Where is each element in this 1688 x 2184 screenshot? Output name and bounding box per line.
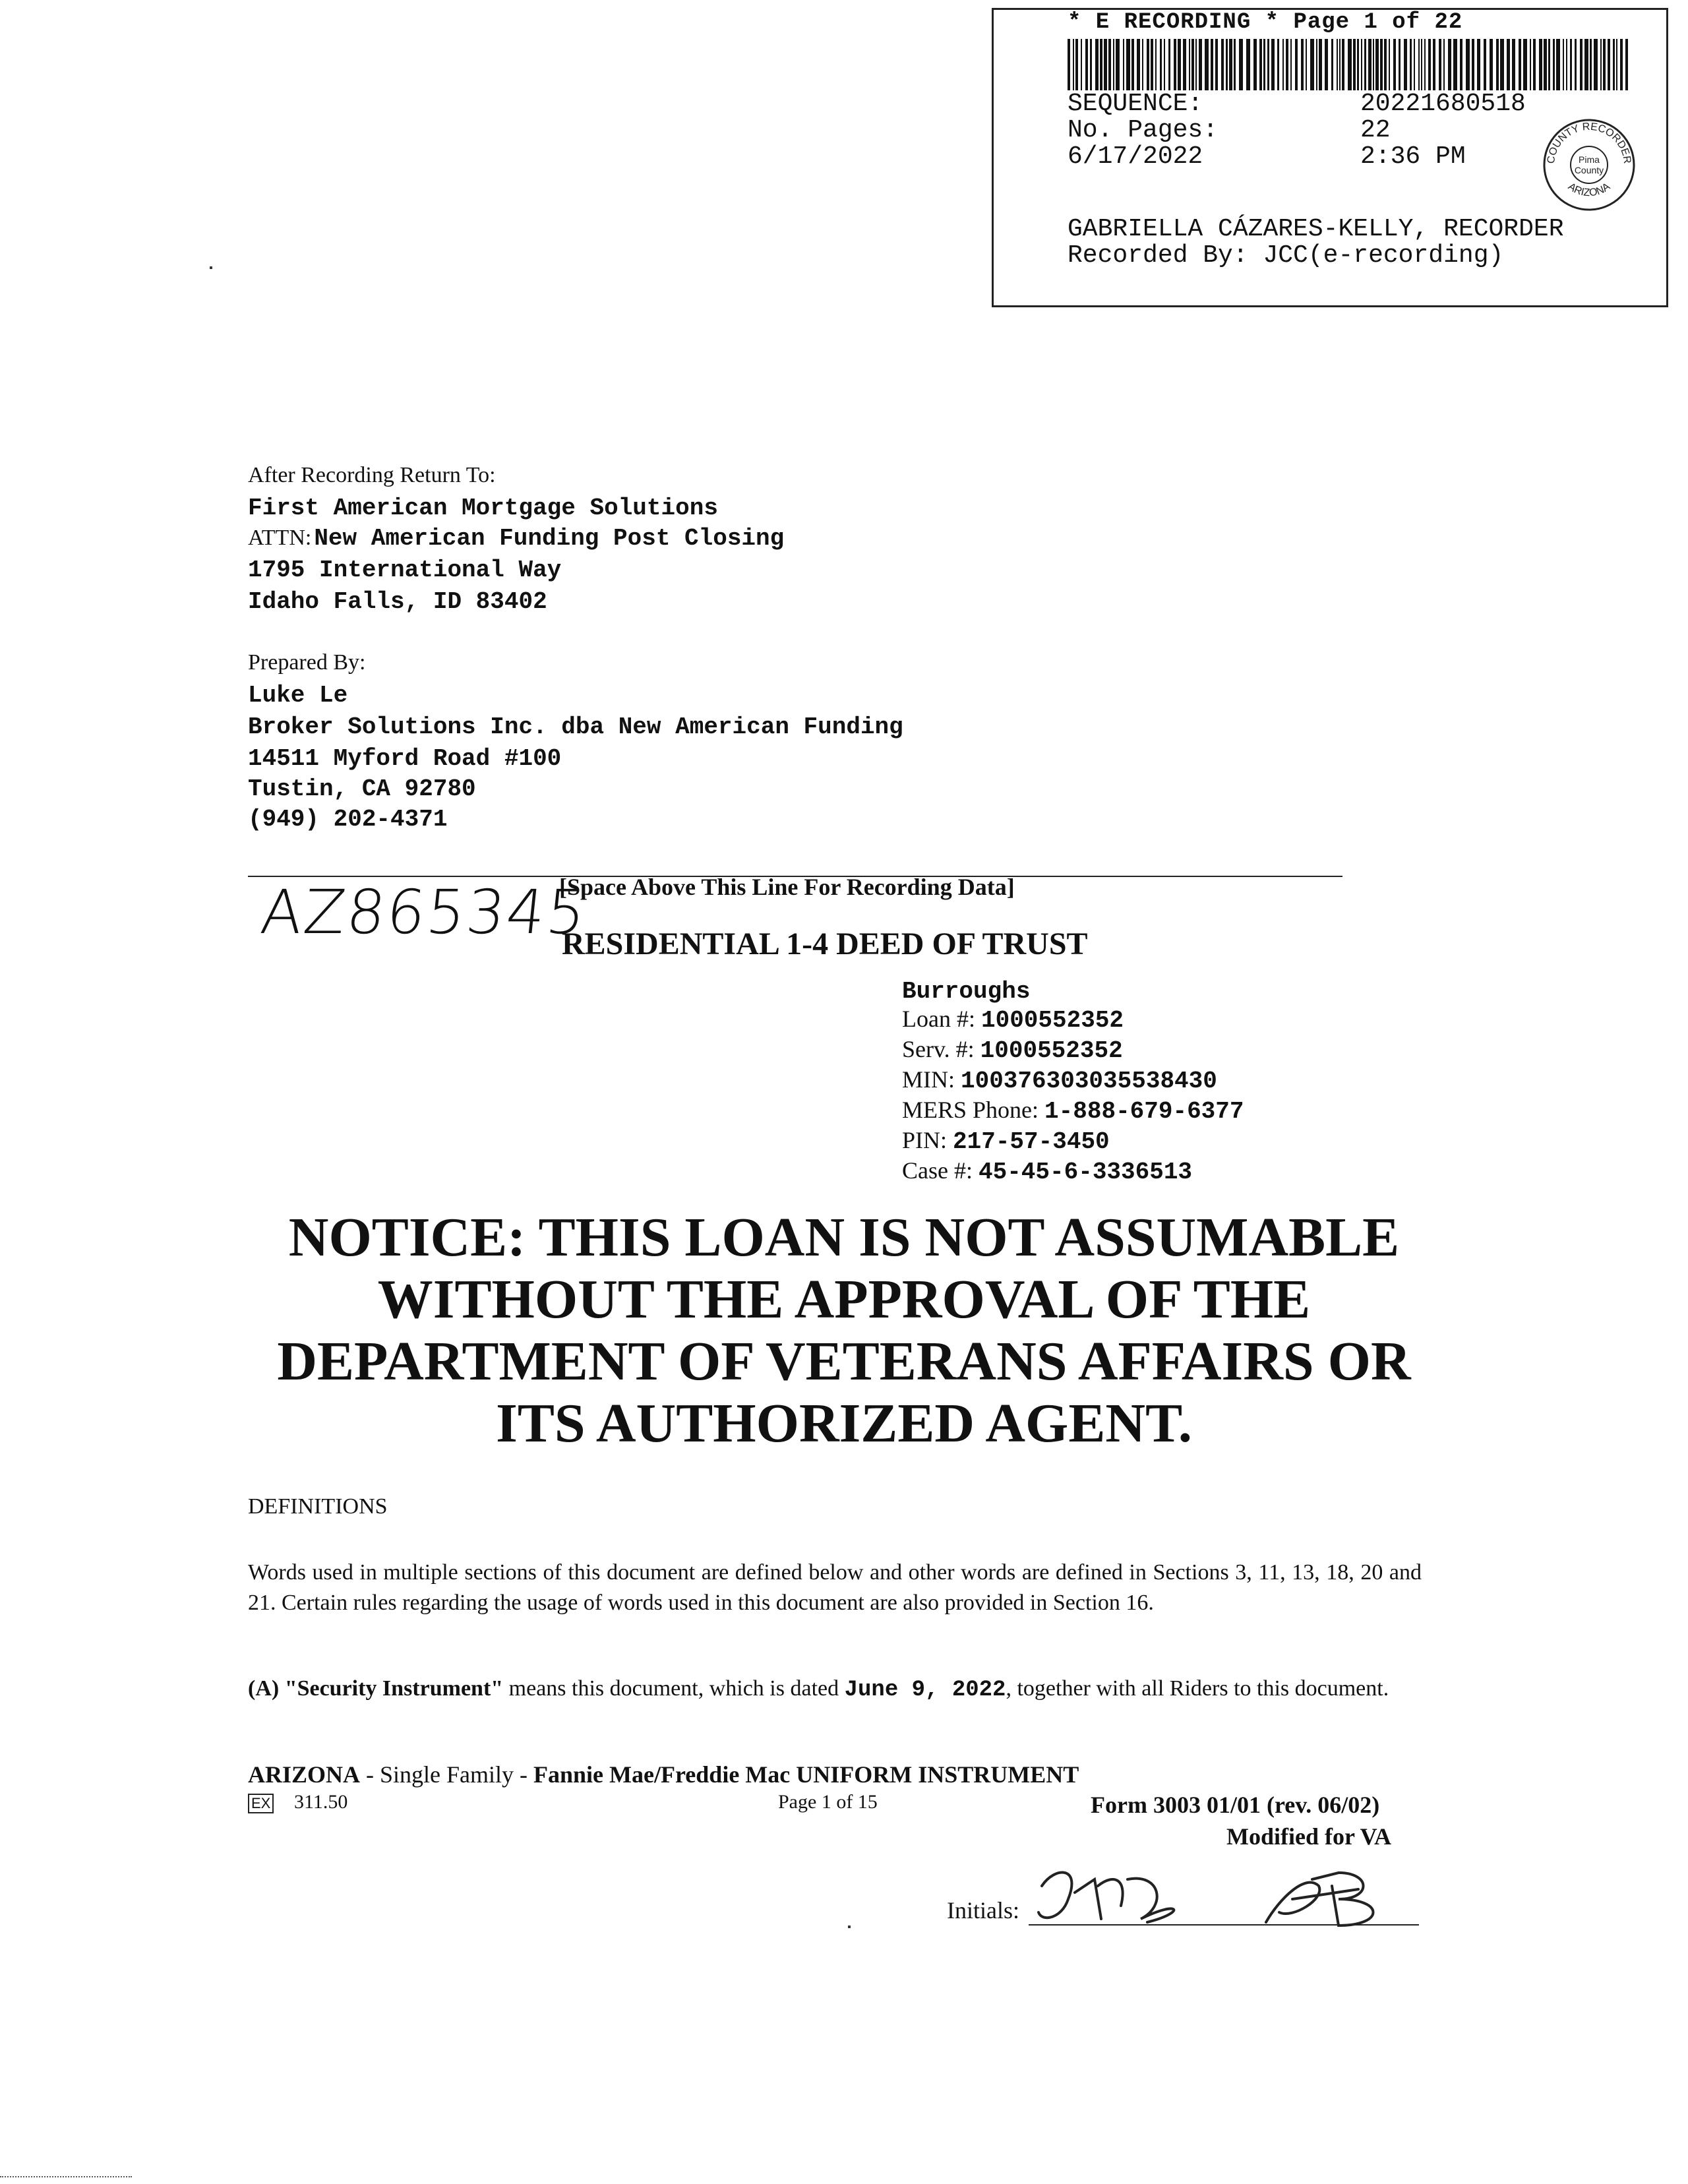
barcode-bar (1104, 39, 1107, 90)
seal-center-2: County (1574, 165, 1604, 175)
speck (210, 266, 212, 269)
barcode-bar (1375, 39, 1379, 90)
barcode-bar (1556, 39, 1560, 90)
loan-label: Loan #: (902, 1006, 975, 1032)
barcode-bar (1424, 39, 1426, 90)
definitions-heading: DEFINITIONS (248, 1494, 388, 1519)
barcode-bar (1075, 39, 1078, 90)
pin-number: 217-57-3450 (953, 1128, 1110, 1155)
barcode-bar (1100, 39, 1102, 90)
barcode-bar (1472, 39, 1474, 90)
barcode-bar (1286, 39, 1288, 90)
barcode-bar (1410, 39, 1412, 90)
return-to-company: First American Mortgage Solutions (248, 495, 718, 522)
barcode-bar (1164, 39, 1165, 90)
borrower-name: Burroughs (902, 978, 1031, 1005)
barcode-bar (1539, 39, 1542, 90)
barcode-bar (1108, 39, 1111, 90)
pages-value: 22 (1360, 116, 1391, 144)
barcode-bar (1339, 39, 1341, 90)
barcode-bar (1613, 39, 1615, 90)
barcode-bar (1160, 39, 1162, 90)
return-to-street: 1795 International Way (248, 557, 562, 584)
definition-a-term: (A) "Security Instrument" (248, 1676, 504, 1701)
barcode-bar (1368, 39, 1372, 90)
seal-center-1: Pima (1579, 154, 1600, 165)
barcode-bar (1421, 39, 1422, 90)
notice-line-2: WITHOUT THE APPROVAL OF THE (377, 1269, 1311, 1330)
barcode-bar (1519, 39, 1521, 90)
barcode-bar (1625, 39, 1628, 90)
barcode-bar (1399, 39, 1401, 90)
barcode-bar (1616, 39, 1617, 90)
barcode-bar (1331, 39, 1333, 90)
pages-label: No. Pages: (1068, 116, 1219, 144)
barcode-bar (1337, 39, 1338, 90)
notice-line-4: ITS AUTHORIZED AGENT. (496, 1393, 1192, 1454)
barcode-bar (1316, 39, 1317, 90)
barcode-bar (1570, 39, 1572, 90)
handwritten-number: AZ865345 (257, 877, 590, 948)
barcode-bar (1433, 39, 1435, 90)
definition-a (248, 1674, 1422, 1705)
barcode-bar (1325, 39, 1328, 90)
barcode-bar (1384, 39, 1387, 90)
record-date: 6/17/2022 (1068, 142, 1203, 171)
barcode-bar (1271, 39, 1275, 90)
barcode-bar (1477, 39, 1480, 90)
seal-top-text: COUNTY RECORDER (1545, 121, 1633, 165)
barcode-bar (1563, 39, 1564, 90)
barcode-bar (1460, 39, 1462, 90)
barcode-bar (1239, 39, 1243, 90)
barcode-bar (1443, 39, 1445, 90)
barcode-bar (1533, 39, 1536, 90)
barcode (1068, 39, 1628, 90)
return-to-label: After Recording Return To: (248, 463, 496, 487)
barcode-bar (1263, 39, 1265, 90)
footer-code: 311.50 (294, 1791, 348, 1813)
barcode-bar (1215, 39, 1218, 90)
barcode-bar (1453, 39, 1457, 90)
barcode-bar (1490, 39, 1493, 90)
mers-label: MERS Phone: (902, 1097, 1039, 1123)
preparer-name: Luke Le (248, 682, 348, 709)
barcode-bar (1393, 39, 1396, 90)
seal-bottom-text: ARIZONA (1565, 181, 1613, 199)
document-date: June 9, 2022 (844, 1678, 1006, 1703)
preparer-city: Tustin, CA 92780 (248, 775, 476, 803)
sequence-value: 20221680518 (1360, 90, 1526, 118)
barcode-bar (1205, 39, 1209, 90)
barcode-bar (1168, 39, 1170, 90)
barcode-bar (1466, 39, 1470, 90)
barcode-bar (1418, 39, 1420, 90)
attn-value: New American Funding Post Closing (314, 525, 785, 552)
barcode-bar (1221, 39, 1224, 90)
barcode-bar (1199, 39, 1202, 90)
footer-family: - Single Family - (360, 1761, 534, 1788)
barcode-bar (1389, 39, 1390, 90)
barcode-bar (1353, 39, 1356, 90)
barcode-bar (1414, 39, 1415, 90)
barcode-bar (1229, 39, 1232, 90)
min-label: MIN: (902, 1066, 955, 1093)
document-title: RESIDENTIAL 1-4 DEED OF TRUST (562, 926, 1088, 961)
barcode-bar (1566, 39, 1567, 90)
serv-number: 1000552352 (980, 1037, 1123, 1064)
barcode-bar (1373, 39, 1374, 90)
recording-header: * E RECORDING * Page 1 of 22 (1068, 10, 1463, 35)
barcode-bar (1226, 39, 1228, 90)
recording-stamp (992, 8, 1668, 307)
barcode-bar (1608, 39, 1610, 90)
barcode-bar (1073, 39, 1074, 90)
record-time: 2:36 PM (1360, 142, 1466, 171)
barcode-bar (1246, 39, 1250, 90)
case-number: 45-45-6-3336513 (978, 1159, 1193, 1186)
barcode-bar (1448, 39, 1451, 90)
barcode-bar (1282, 39, 1284, 90)
barcode-bar (1603, 39, 1606, 90)
barcode-bar (1380, 39, 1383, 90)
barcode-bar (1584, 39, 1588, 90)
prepared-by-label: Prepared By: (248, 650, 366, 675)
barcode-bar (1364, 39, 1366, 90)
barcode-bar (1195, 39, 1197, 90)
barcode-bar (1189, 39, 1190, 90)
barcode-bar (1090, 39, 1092, 90)
barcode-bar (1259, 39, 1262, 90)
recorded-by: Recorded By: JCC(e-recording) (1068, 241, 1504, 270)
barcode-bar (1428, 39, 1431, 90)
barcode-bar (1301, 39, 1304, 90)
return-to-attn (248, 525, 784, 552)
barcode-bar (1155, 39, 1157, 90)
barcode-bar (1267, 39, 1269, 90)
barcode-bar (1512, 39, 1515, 90)
barcode-bar (1151, 39, 1153, 90)
barcode-bar (1575, 39, 1577, 90)
space-above-label: [Space Above This Line For Recording Data] (559, 874, 1015, 900)
initials-signatures (1029, 1860, 1424, 1932)
barcode-bar (1123, 39, 1124, 90)
barcode-bar (1594, 39, 1598, 90)
case-label: Case #: (902, 1157, 973, 1184)
barcode-bar (1348, 39, 1352, 90)
barcode-bar (1361, 39, 1362, 90)
mers-phone: 1-888-679-6377 (1044, 1098, 1244, 1125)
footer-instrument-line (248, 1761, 1079, 1788)
barcode-bar (1085, 39, 1088, 90)
recorder-name: GABRIELLA CÁZARES-KELLY, RECORDER (1068, 215, 1564, 243)
barcode-bar (1496, 39, 1499, 90)
barcode-bar (1068, 39, 1070, 90)
footer-modified: Modified for VA (1226, 1823, 1392, 1850)
barcode-bar (1404, 39, 1407, 90)
barcode-bar (1620, 39, 1623, 90)
return-to-city: Idaho Falls, ID 83402 (248, 588, 547, 615)
ex-badge-icon: EX (248, 1794, 274, 1813)
barcode-bar (1095, 39, 1099, 90)
notice-line-1: NOTICE: THIS LOAN IS NOT ASSUMABLE (288, 1207, 1400, 1268)
footer-instrument: Fannie Mae/Freddie Mac UNIFORM INSTRUMENT (533, 1761, 1079, 1788)
barcode-bar (1147, 39, 1149, 90)
barcode-bar (1507, 39, 1510, 90)
definition-a-text-1: means this document, which is dated (503, 1676, 845, 1701)
barcode-bar (1590, 39, 1592, 90)
barcode-bar (1191, 39, 1194, 90)
barcode-bar (1500, 39, 1504, 90)
definition-a-text-2: , together with all Riders to this document. (1006, 1676, 1389, 1701)
barcode-bar (1484, 39, 1486, 90)
footer-form: Form 3003 01/01 (rev. 06/02) (1091, 1792, 1380, 1818)
barcode-bar (1178, 39, 1181, 90)
barcode-bar (1116, 39, 1120, 90)
speck (848, 1926, 851, 1928)
min-number: 100376303035538430 (961, 1068, 1217, 1095)
initials-label: Initials: (947, 1897, 1019, 1924)
barcode-bar (1580, 39, 1582, 90)
serv-label: Serv. #: (902, 1036, 975, 1062)
barcode-bar (1295, 39, 1298, 90)
barcode-bar (1306, 39, 1307, 90)
footer-page: Page 1 of 15 (778, 1791, 878, 1813)
barcode-bar (1530, 39, 1531, 90)
barcode-bar (1113, 39, 1114, 90)
barcode-bar (1439, 39, 1441, 90)
footer-state: ARIZONA (248, 1761, 361, 1788)
barcode-bar (1310, 39, 1314, 90)
barcode-bar (1137, 39, 1140, 90)
barcode-bar (1253, 39, 1257, 90)
barcode-bar (1174, 39, 1176, 90)
barcode-bar (1600, 39, 1602, 90)
va-notice (198, 1207, 1490, 1455)
barcode-bar (1342, 39, 1344, 90)
barcode-bar (1544, 39, 1547, 90)
notice-line-3: DEPARTMENT OF VETERANS AFFAIRS OR (277, 1331, 1411, 1392)
barcode-bar (1553, 39, 1555, 90)
pin-label: PIN: (902, 1127, 948, 1153)
barcode-bar (1142, 39, 1143, 90)
barcode-bar (1183, 39, 1186, 90)
barcode-bar (1126, 39, 1130, 90)
preparer-street: 14511 Myford Road #100 (248, 745, 562, 772)
scan-artifact (0, 2176, 132, 2177)
preparer-company: Broker Solutions Inc. dba New American Funding (248, 713, 903, 741)
preparer-phone: (949) 202-4371 (248, 806, 448, 833)
barcode-bar (1277, 39, 1279, 90)
barcode-bar (1131, 39, 1134, 90)
barcode-bar (1319, 39, 1322, 90)
loan-number: 1000552352 (980, 1007, 1124, 1034)
attn-label: ATTN: (248, 526, 312, 550)
definitions-intro: Words used in multiple sections of this document are defined below and other words are defined in Sections 3, 11, 13, 18, 20 and 21. Certain rules regarding the usage of words used in this document are also provided in Section 16. (248, 1560, 1422, 1615)
barcode-bar (1081, 39, 1082, 90)
county-seal-icon (1541, 117, 1637, 213)
barcode-bar (1357, 39, 1359, 90)
sequence-label: SEQUENCE: (1068, 90, 1203, 118)
barcode-bar (1548, 39, 1550, 90)
barcode-bar (1523, 39, 1527, 90)
barcode-bar (1234, 39, 1236, 90)
barcode-bar (1211, 39, 1213, 90)
barcode-bar (1290, 39, 1292, 90)
